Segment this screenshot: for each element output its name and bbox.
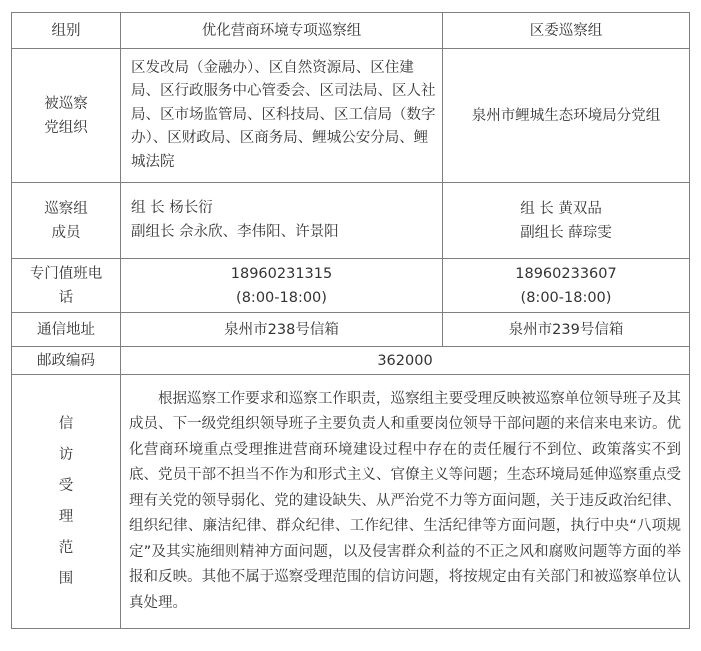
members-business-env-leader: 组 长 杨长衍 [131,199,213,216]
address-row [12,313,690,347]
postcode-label: 邮政编码 [12,347,121,375]
inspected-party-district: 泉州市鲤城生态环境局分党组 [443,49,690,183]
address-label: 通信地址 [12,313,121,347]
scope-label [12,375,121,629]
phone-label: 专门值班电话 [12,259,121,313]
scope-row [12,375,690,629]
inspected-party-list: 区发改局（金融办）、区自然资源局、区住建局、区行政服务中心管委会、区司法局、区人社局、区市场监管局、区科技局、区工信局（数字办）、区财政局、区商务局、鲤城公安分局、鲤城法院 [121,49,443,183]
members-business-env-deputies: 副组长 佘永欣、李伟阳、许景阳 [131,223,339,240]
scope-label-char: 围 [58,570,74,587]
members-district-leader: 组 长 黄双品 [520,200,602,217]
postcode-value: 362000 [121,347,690,375]
scope-text: 根据巡察工作要求和巡察工作职责，巡察组主要受理反映被巡察单位领导班子及其成员、下一级党组织领导班子主要负责人和重要岗位领导干部问题的来信来电来访。优化营商环境重点受理推进营商环境建设过程中存在的责任履行不到位、政策落实不到底、党员干部不担当不作为和形式主义、官僚主义等问题；生态环境局延伸巡察重点受理有关党的领导弱化、党的建设缺失、从严治党不力等方面问题，关于违反政治纪律、组织纪律、廉洁纪律、群众纪律、工作纪律、生活纪律等方面问题，执行中央“八项规定”及其实施细则精神方面问题，以及侵害群众利益的不正之风和腐败问题等方面的举报和反映。其他不属于巡察受理范围的信访问题，将按规定由有关部门和被巡察单位认真处理。 [121,375,690,629]
address-business-env: 泉州市238号信箱 [121,313,443,347]
scope-label-char: 信 [58,415,74,432]
header-business-env-group: 优化营商环境专项巡察组 [121,13,443,49]
phone-district-hours: (8:00-18:00) [520,289,612,306]
phone-business-env-hours: (8:00-18:00) [236,289,327,306]
members-row [12,183,690,259]
members-business-env [121,183,443,259]
header-district-group: 区委巡察组 [443,13,690,49]
members-district-deputy: 副组长 薛琮雯 [520,224,612,241]
phone-business-env-number: 18960231315 [230,265,333,282]
members-district [443,183,690,259]
inspection-info-table [11,12,690,629]
scope-label-char: 访 [58,446,74,463]
postcode-row [12,347,690,375]
inspected-party-label: 被巡察党组织 [12,49,121,183]
members-label: 巡察组成员 [12,183,121,259]
scope-label-char: 受 [58,477,74,494]
phone-district-number: 18960233607 [515,265,617,282]
scope-label-char: 理 [58,508,74,525]
inspected-party-row [12,49,690,183]
phone-business-env [121,259,443,313]
address-district: 泉州市239号信箱 [443,313,690,347]
scope-label-char: 范 [58,539,74,556]
header-group-label: 组别 [12,13,121,49]
header-row [12,13,690,49]
phone-row [12,259,690,313]
phone-district [443,259,690,313]
